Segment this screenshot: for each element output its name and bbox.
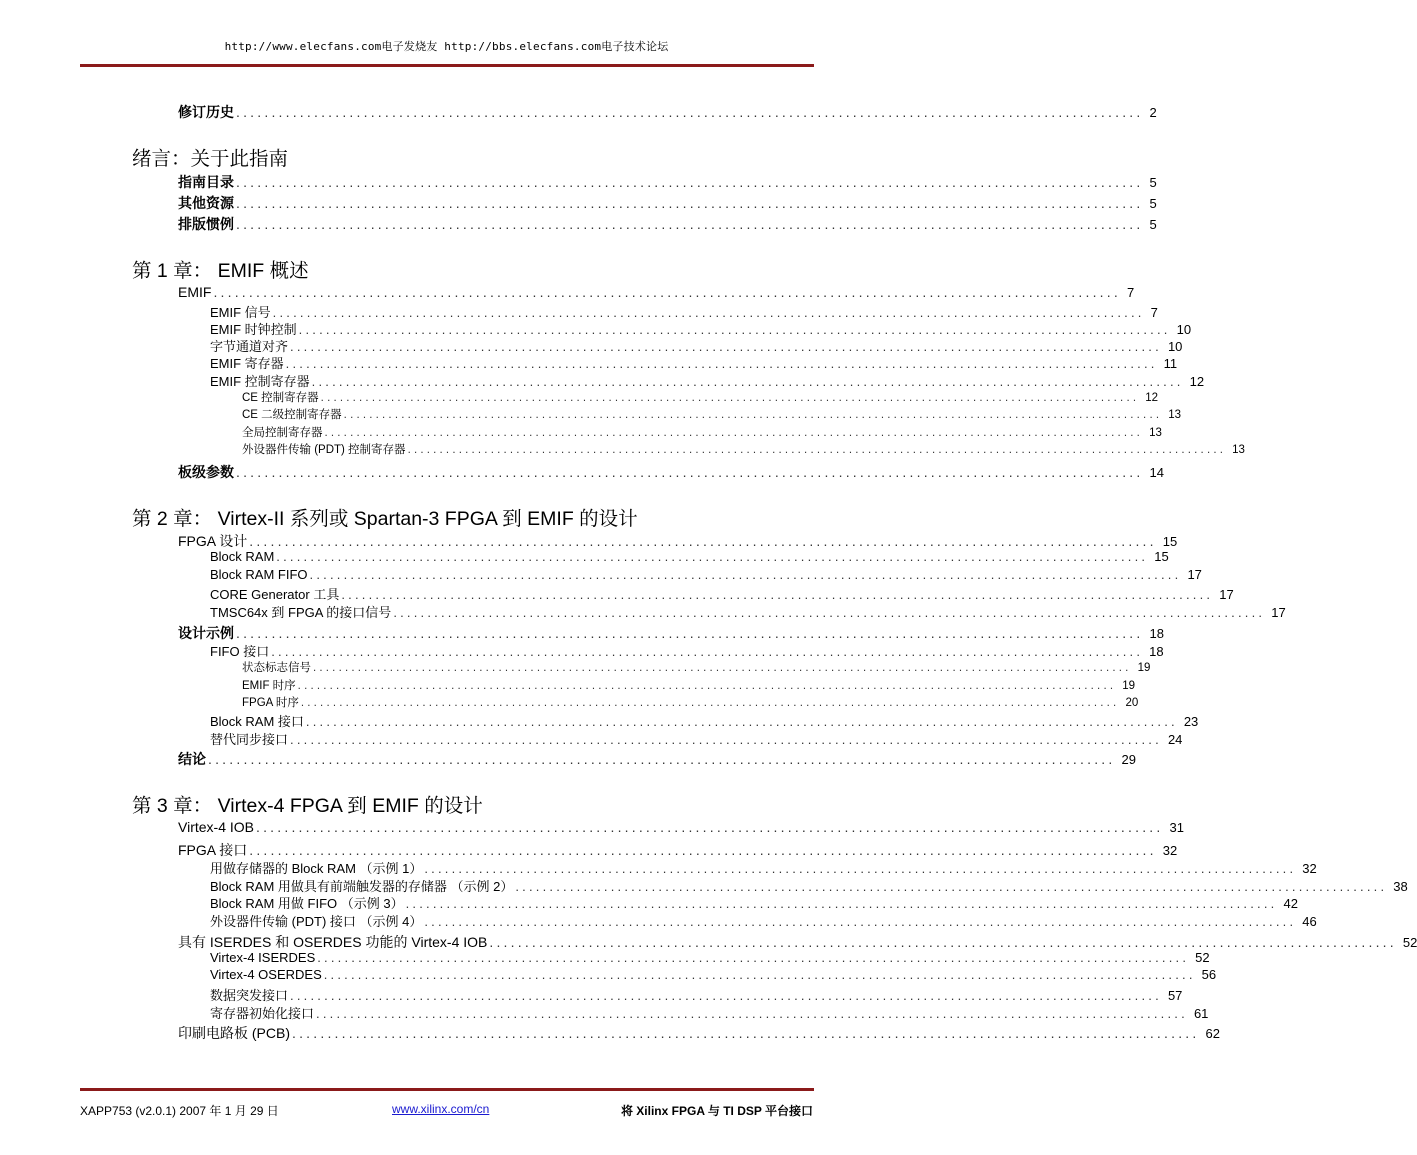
- leader-dots: ................................................................................................................................: [236, 216, 1144, 232]
- toc-entry-title: Block RAM: [210, 549, 275, 564]
- toc-page-number: 52: [1402, 935, 1417, 950]
- toc-entry[interactable]: [0, 602, 1286, 622]
- leader-dots: ................................................................................................................................: [393, 605, 1266, 620]
- toc-page-number: 42: [1283, 896, 1298, 911]
- toc-entry[interactable]: [0, 858, 1317, 878]
- toc-entry-title: 字节通道对齐: [210, 339, 289, 354]
- leader-dots: ................................................................................................................................: [298, 322, 1171, 337]
- toc-page-number: 24: [1167, 732, 1183, 747]
- leader-dots: ................................................................................................................................: [324, 427, 1144, 439]
- toc-entry[interactable]: [0, 819, 1184, 839]
- leader-dots: ................................................................................................................................: [292, 1025, 1200, 1041]
- toc-page-number: 5: [1149, 196, 1157, 211]
- leader-dots: ................................................................................................................................: [309, 567, 1182, 582]
- toc-entry-title: EMIF 时序: [242, 680, 296, 692]
- toc-page-number: 56: [1201, 967, 1217, 982]
- toc-entry-title: Virtex-4 IOB: [178, 819, 254, 835]
- toc-entry[interactable]: [0, 623, 1164, 643]
- leader-dots: ................................................................................................................................: [236, 195, 1144, 211]
- toc-page-number: 17: [1187, 567, 1202, 582]
- toc-page-number: 18: [1149, 644, 1164, 659]
- toc-page-number: 19: [1122, 680, 1136, 692]
- footer-rule: [80, 1088, 814, 1091]
- toc-entry-title: Virtex-4 OSERDES: [210, 967, 322, 982]
- toc-entry-title: 板级参数: [178, 464, 234, 480]
- toc-entry-title: 全局控制寄存器: [242, 427, 323, 439]
- leader-dots: ................................................................................................................................: [285, 356, 1158, 371]
- toc-entry-title: CE 控制寄存器: [242, 392, 319, 404]
- toc-entry-title: EMIF 控制寄存器: [210, 374, 310, 389]
- leader-dots: ................................................................................................................................: [297, 680, 1117, 692]
- toc-entry-title: EMIF 信号: [210, 305, 271, 320]
- toc-page-number: 11: [1163, 356, 1178, 371]
- toc-entry[interactable]: [0, 641, 1164, 661]
- toc-entry[interactable]: [0, 659, 1151, 679]
- toc-entry-title: EMIF 时钟控制: [210, 322, 297, 337]
- toc-page-number: 19: [1137, 662, 1151, 674]
- toc-page-number: 20: [1125, 697, 1139, 709]
- toc-entry[interactable]: [0, 729, 1183, 749]
- toc-entry-title: FPGA 设计: [178, 533, 248, 549]
- leader-dots: ................................................................................................................................: [320, 392, 1140, 404]
- footer-doc-id: XAPP753 (v2.0.1) 2007 年 1 月 29 日: [80, 1104, 279, 1118]
- toc-page-number: 57: [1167, 988, 1183, 1003]
- toc-entry-title: Virtex-4 ISERDES: [210, 950, 316, 965]
- toc-entry[interactable]: [0, 284, 1135, 304]
- toc-entry-title: CORE Generator 工具: [210, 587, 340, 602]
- leader-dots: ................................................................................................................................: [236, 464, 1144, 480]
- toc-page-number: 12: [1189, 374, 1205, 389]
- leader-dots: ................................................................................................................................: [317, 950, 1190, 965]
- toc-page-number: 7: [1150, 305, 1158, 320]
- toc-page-number: 62: [1205, 1026, 1220, 1041]
- toc-page-number: 5: [1149, 217, 1157, 232]
- toc-page-number: 17: [1271, 605, 1286, 620]
- toc-page-number: 5: [1149, 175, 1157, 190]
- leader-dots: ................................................................................................................................: [290, 339, 1162, 354]
- toc-page-number: 18: [1149, 626, 1164, 641]
- toc-page-number: 38: [1393, 879, 1408, 894]
- toc-entry-title: 排版惯例: [178, 216, 234, 232]
- toc-page-number: 12: [1145, 392, 1159, 404]
- toc-entry[interactable]: [0, 893, 1298, 913]
- toc-entry-title: 外设器件传输 (PDT) 接口 （示例 4）: [210, 914, 423, 929]
- leader-dots: ................................................................................................................................: [343, 409, 1163, 421]
- toc-entry[interactable]: [0, 749, 1136, 769]
- toc-entry-title: Block RAM 用做具有前端触发器的存储器 （示例 2）: [210, 879, 514, 894]
- leader-dots: ................................................................................................................................: [341, 587, 1214, 602]
- header-rule: [80, 64, 814, 67]
- toc-entry[interactable]: [0, 911, 1317, 931]
- leader-dots: ................................................................................................................................: [515, 879, 1388, 894]
- toc-page-number: 13: [1149, 427, 1162, 439]
- toc-entry-title: EMIF: [178, 284, 212, 300]
- toc-page-number: 17: [1219, 587, 1234, 602]
- toc-entry[interactable]: [0, 932, 1417, 952]
- leader-dots: ................................................................................................................................: [323, 967, 1196, 982]
- toc-entry[interactable]: [0, 985, 1183, 1005]
- toc-entry[interactable]: [0, 967, 1217, 987]
- leader-dots: ................................................................................................................................: [407, 444, 1227, 456]
- toc-entry-title: EMIF 寄存器: [210, 356, 284, 371]
- toc-page-number: 10: [1167, 339, 1183, 354]
- toc-page-number: 46: [1302, 914, 1317, 929]
- toc-entry-title: 外设器件传输 (PDT) 控制寄存器: [242, 444, 406, 456]
- leader-dots: ................................................................................................................................: [276, 549, 1149, 564]
- toc-entry[interactable]: [0, 353, 1178, 373]
- toc-entry[interactable]: [0, 711, 1199, 731]
- toc-entry[interactable]: [0, 1003, 1209, 1023]
- leader-dots: ................................................................................................................................: [300, 697, 1120, 709]
- toc-entry-title: 用做存储器的 Block RAM （示例 1）: [210, 861, 423, 876]
- chapter-heading-3[interactable]: 第 3 章： Virtex-4 FPGA 到 EMIF 的设计: [132, 795, 483, 817]
- toc-entry-title: Block RAM 接口: [210, 714, 304, 729]
- toc-page-number: 2: [1149, 105, 1157, 120]
- toc-entry[interactable]: [0, 549, 1169, 569]
- toc-entry-title: Block RAM FIFO: [210, 567, 308, 582]
- toc-page-number: 7: [1126, 285, 1135, 300]
- leader-dots: ................................................................................................................................: [316, 1006, 1188, 1021]
- toc-entry-title: Block RAM 用做 FIFO （示例 3）: [210, 896, 404, 911]
- toc-entry[interactable]: [0, 172, 1157, 192]
- toc-page-number: 13: [1168, 409, 1182, 421]
- toc-entry[interactable]: [0, 1023, 1220, 1043]
- leader-dots: ................................................................................................................................: [236, 104, 1144, 120]
- leader-dots: ................................................................................................................................: [405, 896, 1278, 911]
- leader-dots: ................................................................................................................................: [236, 174, 1144, 190]
- toc-entry-title: 指南目录: [178, 174, 234, 190]
- footer-doc-title: 将 Xilinx FPGA 与 TI DSP 平台接口: [620, 1104, 813, 1118]
- toc-page-number: 32: [1302, 861, 1317, 876]
- toc-entry-title: 数据突发接口: [210, 988, 289, 1003]
- toc-entry[interactable]: [0, 584, 1234, 604]
- toc-entry-title: TMSC64x 到 FPGA 的接口信号: [210, 605, 392, 620]
- toc-page-number: 52: [1195, 950, 1210, 965]
- toc-entry-title: 设计示例: [178, 625, 234, 641]
- leader-dots: ................................................................................................................................: [271, 644, 1144, 659]
- leader-dots: ................................................................................................................................: [249, 842, 1157, 858]
- toc-page-number: 31: [1169, 820, 1184, 835]
- footer-link[interactable]: www.xilinx.com/cn: [392, 1102, 490, 1116]
- leader-dots: ................................................................................................................................: [489, 934, 1397, 950]
- toc-entry[interactable]: [0, 840, 1178, 860]
- toc-entry[interactable]: [0, 462, 1164, 482]
- toc-entry-title: 寄存器初始化接口: [210, 1006, 315, 1021]
- toc-entry-title: FIFO 接口: [210, 644, 270, 659]
- chapter-heading-1[interactable]: 第 1 章： EMIF 概述: [132, 260, 309, 282]
- leader-dots: ................................................................................................................................: [311, 374, 1184, 389]
- toc-entry[interactable]: [0, 193, 1157, 213]
- toc-entry-title: 其他资源: [178, 195, 234, 211]
- leader-dots: ................................................................................................................................: [272, 305, 1145, 320]
- toc-entry-title: 替代同步接口: [210, 732, 289, 747]
- leader-dots: ................................................................................................................................: [305, 714, 1178, 729]
- toc-entry[interactable]: [0, 406, 1182, 426]
- toc-page-number: 61: [1193, 1006, 1209, 1021]
- toc-page-number: 23: [1183, 714, 1199, 729]
- leader-dots: ................................................................................................................................: [290, 732, 1162, 747]
- toc-entry-title: 修订历史: [178, 104, 234, 120]
- toc-entry-title: 印刷电路板 (PCB): [178, 1025, 290, 1041]
- leader-dots: ................................................................................................................................: [213, 284, 1121, 300]
- toc-entry[interactable]: [0, 371, 1205, 391]
- leader-dots: ................................................................................................................................: [424, 861, 1297, 876]
- leader-dots: ................................................................................................................................: [208, 751, 1116, 767]
- toc-entry-title: 结论: [178, 751, 206, 767]
- toc-entry-title: FPGA 接口: [178, 842, 248, 858]
- toc-page-number: 32: [1162, 843, 1178, 858]
- chapter-heading-preface[interactable]: 绪言：关于此指南: [132, 148, 289, 170]
- toc-entry[interactable]: [0, 441, 1245, 461]
- toc-page-number: 29: [1121, 752, 1136, 767]
- leader-dots: ................................................................................................................................: [313, 662, 1132, 674]
- leader-dots: ................................................................................................................................: [290, 988, 1162, 1003]
- toc-entry[interactable]: [0, 531, 1178, 551]
- leader-dots: ................................................................................................................................: [424, 914, 1297, 929]
- toc-page-number: 15: [1154, 549, 1169, 564]
- toc-entry-title: 具有 ISERDES 和 OSERDES 功能的 Virtex-4 IOB: [178, 934, 488, 950]
- toc-entry-title: FPGA 时序: [242, 697, 299, 709]
- toc-entry-title: 状态标志信号: [242, 662, 311, 674]
- toc-page-number: 15: [1162, 534, 1178, 549]
- toc-entry[interactable]: [0, 214, 1157, 234]
- chapter-heading-2[interactable]: 第 2 章： Virtex-II 系列或 Spartan-3 FPGA 到 EMIF 的设计: [132, 508, 638, 530]
- header-url-text: http://www.elecfans.com电子发烧友 http://bbs.elecfans.com电子技术论坛: [224, 40, 669, 53]
- leader-dots: ................................................................................................................................: [236, 625, 1144, 641]
- toc-page-number: 10: [1176, 322, 1192, 337]
- toc-entry-revision[interactable]: [0, 102, 1157, 122]
- toc-page-number: 13: [1232, 444, 1245, 456]
- toc-page-number: 14: [1149, 465, 1164, 480]
- toc-entry-title: CE 二级控制寄存器: [242, 409, 342, 421]
- leader-dots: ................................................................................................................................: [249, 533, 1157, 549]
- leader-dots: ................................................................................................................................: [256, 819, 1164, 835]
